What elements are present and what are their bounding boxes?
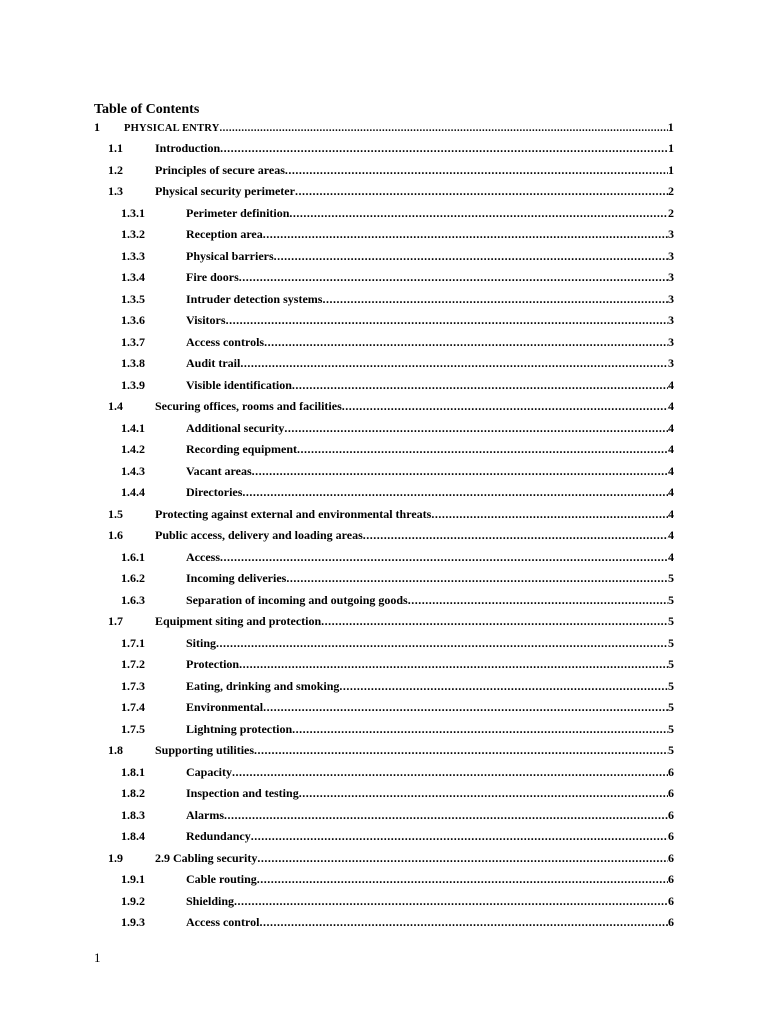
toc-entry-number: 1.3.3 (121, 249, 145, 263)
toc-entry-link[interactable] (186, 548, 674, 566)
toc-entry-page-number: 3 (668, 313, 674, 327)
toc-entry-page-number: 3 (668, 227, 674, 241)
toc-entry-link[interactable] (186, 569, 674, 587)
toc-entry-number: 1.6.1 (121, 550, 145, 564)
toc-entry-number: 1.9 (108, 851, 123, 865)
toc-entry-page-number: 4 (668, 399, 674, 413)
dot-leader (322, 290, 668, 308)
dot-leader (234, 892, 668, 910)
toc-entry-label: Capacity (186, 765, 232, 779)
toc-entry-label: Audit trail (186, 356, 241, 370)
toc-entry-label: Perimeter definition (186, 206, 290, 220)
toc-entry-label: Supporting utilities (155, 743, 255, 757)
toc-entry-label: Protecting against external and environmental threats (155, 507, 432, 521)
toc-entry-page-number: 3 (668, 270, 674, 284)
toc-entry-label: Protection (186, 657, 240, 671)
toc-entry-page-number: 6 (668, 894, 674, 908)
toc-entry[interactable] (0, 419, 768, 437)
dot-leader (239, 655, 668, 673)
toc-entry-number: 1.8.3 (121, 808, 145, 822)
toc-entry[interactable] (0, 204, 768, 222)
dot-leader (224, 806, 668, 824)
dot-leader (292, 720, 668, 738)
toc-entry-link[interactable] (186, 634, 674, 652)
toc-entry-link[interactable] (186, 290, 674, 308)
toc-entry-page-number: 6 (668, 851, 674, 865)
toc-entry-link[interactable] (186, 204, 674, 222)
toc-entry-page-number: 4 (668, 421, 674, 435)
toc-entry-page-number: 6 (668, 915, 674, 929)
toc-entry-number: 1.3.8 (121, 356, 145, 370)
toc-entry-link[interactable] (186, 462, 674, 480)
toc-entry[interactable] (0, 548, 768, 566)
toc-entry[interactable] (0, 827, 768, 845)
toc-entry-number: 1.9.1 (121, 872, 145, 886)
toc-entry-page-number: 5 (668, 614, 674, 628)
toc-entry-link[interactable] (186, 354, 674, 372)
toc-entry-number: 1.6.3 (121, 593, 145, 607)
dot-leader (297, 440, 668, 458)
toc-entry-number: 1.3 (108, 184, 123, 198)
toc-entry-label: Equipment siting and protection (155, 614, 322, 628)
toc-entry-number: 1.4.1 (121, 421, 145, 435)
toc-entry[interactable] (0, 892, 768, 910)
toc-entry-label: Siting (186, 636, 217, 650)
dot-leader (286, 569, 668, 587)
toc-entry-label: Environmental (186, 700, 264, 714)
toc-entry-number: 1.8 (108, 743, 123, 757)
toc-entry-page-number: 4 (668, 485, 674, 499)
toc-entry-label: Securing offices, rooms and facilities (155, 399, 342, 413)
toc-entry[interactable] (0, 440, 768, 458)
toc-entry-link[interactable] (124, 118, 674, 138)
toc-entry-link[interactable] (155, 612, 674, 630)
toc-entry[interactable] (0, 311, 768, 329)
toc-entry-number: 1.6 (108, 528, 123, 542)
toc-entry-link[interactable] (186, 311, 674, 329)
toc-entry-link[interactable] (155, 161, 674, 179)
dot-leader (251, 827, 668, 845)
toc-entry-page-number: 5 (668, 571, 674, 585)
toc-entry-page-number: 6 (668, 808, 674, 822)
toc-entry-label: Incoming deliveries (186, 571, 287, 585)
toc-entry[interactable] (0, 698, 768, 716)
toc-entry-number: 1.3.2 (121, 227, 145, 241)
toc-entry-number: 1.4.3 (121, 464, 145, 478)
dot-leader (257, 870, 668, 888)
toc-entry[interactable] (0, 870, 768, 888)
toc-entry-page-number: 6 (668, 786, 674, 800)
toc-entry-number: 1.8.1 (121, 765, 145, 779)
toc-entry-link[interactable] (186, 440, 674, 458)
toc-entry[interactable] (0, 505, 768, 523)
dot-leader (408, 591, 668, 609)
toc-entry-link[interactable] (186, 419, 674, 437)
toc-entry-link[interactable] (155, 849, 674, 867)
toc-entry-label: Vacant areas (186, 464, 252, 478)
dot-leader (342, 397, 668, 415)
toc-entry-number: 1.3.6 (121, 313, 145, 327)
dot-leader (289, 204, 668, 222)
toc-entry-number: 1.8.4 (121, 829, 145, 843)
toc-entry-label: 2.9 Cabling security (155, 851, 258, 865)
toc-entry-number: 1.6.2 (121, 571, 145, 585)
toc-entry-link[interactable] (186, 268, 674, 286)
toc-entry[interactable] (0, 462, 768, 480)
toc-entry-page-number: 4 (668, 378, 674, 392)
toc-entry[interactable] (0, 225, 768, 243)
toc-entry-label: Principles of secure areas (155, 163, 285, 177)
toc-entry-label: Lightning protection (186, 722, 293, 736)
toc-entry[interactable] (0, 913, 768, 931)
toc-entry[interactable] (0, 634, 768, 652)
toc-entry-label: Alarms (186, 808, 224, 822)
toc-entry-label: Redundancy (186, 829, 251, 843)
dot-leader (254, 741, 668, 759)
toc-entry-page-number: 3 (668, 249, 674, 263)
toc-entry-page-number: 6 (668, 829, 674, 843)
toc-entry[interactable] (0, 655, 768, 673)
toc-entry-label: Eating, drinking and smoking (186, 679, 340, 693)
toc-entry-link[interactable] (186, 806, 674, 824)
toc-entry-label: Access (186, 550, 220, 564)
toc-entry[interactable] (0, 354, 768, 372)
dot-leader (339, 677, 668, 695)
toc-entry-label: Access control (186, 915, 260, 929)
toc-entry-label: Directories (186, 485, 243, 499)
toc-entry[interactable] (0, 333, 768, 351)
toc-entry-page-number: 5 (668, 593, 674, 607)
toc-entry[interactable] (0, 397, 768, 415)
toc-entry-label: Separation of incoming and outgoing goods (186, 593, 408, 607)
dot-leader (263, 698, 668, 716)
toc-entry-link[interactable] (186, 870, 674, 888)
dot-leader (263, 225, 668, 243)
toc-entry-label: Cable routing (186, 872, 257, 886)
toc-entry-page-number: 4 (668, 442, 674, 456)
toc-entry-label: PHYSICAL ENTRY (124, 123, 220, 134)
toc-title: Table of Contents (94, 102, 200, 117)
dot-leader (257, 849, 668, 867)
toc-entry-link[interactable] (186, 913, 674, 931)
dot-leader (242, 483, 668, 501)
footer-page-number: 1 (94, 950, 101, 965)
toc-entry-label: Recording equipment (186, 442, 297, 456)
toc-entry-link[interactable] (186, 655, 674, 673)
toc-entry-link[interactable] (186, 763, 674, 781)
dot-leader (252, 462, 668, 480)
toc-entry-label: Visitors (186, 313, 226, 327)
toc-entry[interactable] (0, 139, 768, 157)
toc-entry-number: 1.1 (108, 141, 123, 155)
toc-entry-page-number: 6 (668, 872, 674, 886)
toc-entry[interactable] (0, 784, 768, 802)
dot-leader (240, 354, 668, 372)
dot-leader (264, 333, 668, 351)
toc-entry-label: Physical barriers (186, 249, 274, 263)
toc-entry-link[interactable] (186, 333, 674, 351)
toc-entry-link[interactable] (186, 225, 674, 243)
dot-leader (292, 376, 668, 394)
toc-entry[interactable] (0, 720, 768, 738)
toc-entry-label: Introduction (155, 141, 221, 155)
toc-entry-link[interactable] (186, 591, 674, 609)
toc-entry-number: 1.7.5 (121, 722, 145, 736)
toc-entry[interactable] (0, 763, 768, 781)
dot-leader (239, 268, 668, 286)
toc-entry[interactable] (0, 526, 768, 544)
toc-entry-number: 1 (94, 120, 100, 134)
toc-entry-page-number: 1 (667, 120, 674, 134)
dot-leader (220, 120, 668, 138)
toc-entry-page-number: 5 (668, 722, 674, 736)
toc-entry-number: 1.8.2 (121, 786, 145, 800)
dot-leader (220, 548, 668, 566)
dot-leader (321, 612, 668, 630)
toc-entry-link[interactable] (155, 741, 674, 759)
toc-entry[interactable] (0, 247, 768, 265)
toc-entry-page-number: 2 (668, 206, 674, 220)
toc-entry-number: 1.3.9 (121, 378, 145, 392)
toc-entry-number: 1.9.3 (121, 915, 145, 929)
toc-entry-label: Access controls (186, 335, 265, 349)
dot-leader (295, 182, 668, 200)
toc-entry-number: 1.7.4 (121, 700, 145, 714)
dot-leader (431, 505, 668, 523)
toc-entry-page-number: 5 (668, 700, 674, 714)
toc-entry-number: 1.2 (108, 163, 123, 177)
toc-entry-page-number: 4 (668, 464, 674, 478)
toc-entry-link[interactable] (186, 376, 674, 394)
toc-entry-link[interactable] (155, 505, 674, 523)
toc-entry-page-number: 4 (668, 507, 674, 521)
toc-entry-link[interactable] (155, 182, 674, 200)
toc-entry-page-number: 2 (668, 184, 674, 198)
toc-entry-link[interactable] (155, 139, 674, 157)
toc-entry-link[interactable] (186, 827, 674, 845)
toc-entry-page-number: 3 (668, 356, 674, 370)
toc-entry-link[interactable] (186, 720, 674, 738)
dot-leader (284, 419, 668, 437)
toc-entry-link[interactable] (186, 483, 674, 501)
toc-entry-number: 1.3.5 (121, 292, 145, 306)
toc-entry-link[interactable] (155, 397, 674, 415)
toc-entry-page-number: 5 (668, 657, 674, 671)
toc-entry[interactable] (0, 806, 768, 824)
toc-entry-page-number: 3 (668, 335, 674, 349)
toc-entry-label: Shielding (186, 894, 235, 908)
toc-entry-page-number: 1 (668, 141, 674, 155)
dot-leader (226, 311, 668, 329)
toc-entry-page-number: 4 (668, 528, 674, 542)
toc-entry[interactable] (0, 161, 768, 179)
dot-leader (259, 913, 668, 931)
toc-entry-page-number: 1 (668, 163, 674, 177)
toc-entry-number: 1.4.2 (121, 442, 145, 456)
toc-entry[interactable] (0, 483, 768, 501)
toc-entry-link[interactable] (186, 784, 674, 802)
toc-entry-number: 1.7.1 (121, 636, 145, 650)
toc-entry-label: Reception area (186, 227, 263, 241)
toc-entry-number: 1.4 (108, 399, 123, 413)
toc-entry-number: 1.7.2 (121, 657, 145, 671)
toc-entry[interactable] (0, 677, 768, 695)
toc-entry-number: 1.4.4 (121, 485, 145, 499)
toc-entry-number: 1.3.1 (121, 206, 145, 220)
toc-entry-link[interactable] (155, 526, 674, 544)
dot-leader (220, 139, 668, 157)
toc-entry-link[interactable] (186, 677, 674, 695)
toc-entry[interactable] (0, 118, 768, 136)
toc-entry-number: 1.9.2 (121, 894, 145, 908)
toc-entry-label: Public access, delivery and loading areas (155, 528, 363, 542)
toc-entry-page-number: 6 (668, 765, 674, 779)
toc-entry-label: Fire doors (186, 270, 239, 284)
toc-entry-link[interactable] (186, 247, 674, 265)
toc-entry-number: 1.7 (108, 614, 123, 628)
toc-entry-link[interactable] (186, 892, 674, 910)
dot-leader (216, 634, 668, 652)
toc-entry-label: Additional security (186, 421, 285, 435)
toc-entry-number: 1.3.7 (121, 335, 145, 349)
toc-entry-label: Visible identification (186, 378, 292, 392)
toc-entry-page-number: 5 (668, 679, 674, 693)
toc-entry-page-number: 5 (668, 743, 674, 757)
dot-leader (285, 161, 668, 179)
toc-entry[interactable] (0, 612, 768, 630)
dot-leader (232, 763, 668, 781)
dot-leader (274, 247, 668, 265)
toc-entry-page-number: 3 (668, 292, 674, 306)
toc-entry[interactable] (0, 569, 768, 587)
toc-entry-number: 1.5 (108, 507, 123, 521)
toc-entry-page-number: 4 (668, 550, 674, 564)
toc-entry[interactable] (0, 290, 768, 308)
toc-entry-page-number: 5 (668, 636, 674, 650)
toc-entry-label: Intruder detection systems (186, 292, 323, 306)
toc-entry-number: 1.3.4 (121, 270, 145, 284)
toc-entry-link[interactable] (186, 698, 674, 716)
toc-entry[interactable] (0, 268, 768, 286)
toc-entry[interactable] (0, 182, 768, 200)
toc-entry-label: Inspection and testing (186, 786, 299, 800)
dot-leader (363, 526, 668, 544)
toc-entry[interactable] (0, 376, 768, 394)
toc-entry[interactable] (0, 849, 768, 867)
toc-entry[interactable] (0, 591, 768, 609)
toc-entry-number: 1.7.3 (121, 679, 145, 693)
toc-entry[interactable] (0, 741, 768, 759)
toc-entry-label: Physical security perimeter (155, 184, 295, 198)
dot-leader (299, 784, 668, 802)
